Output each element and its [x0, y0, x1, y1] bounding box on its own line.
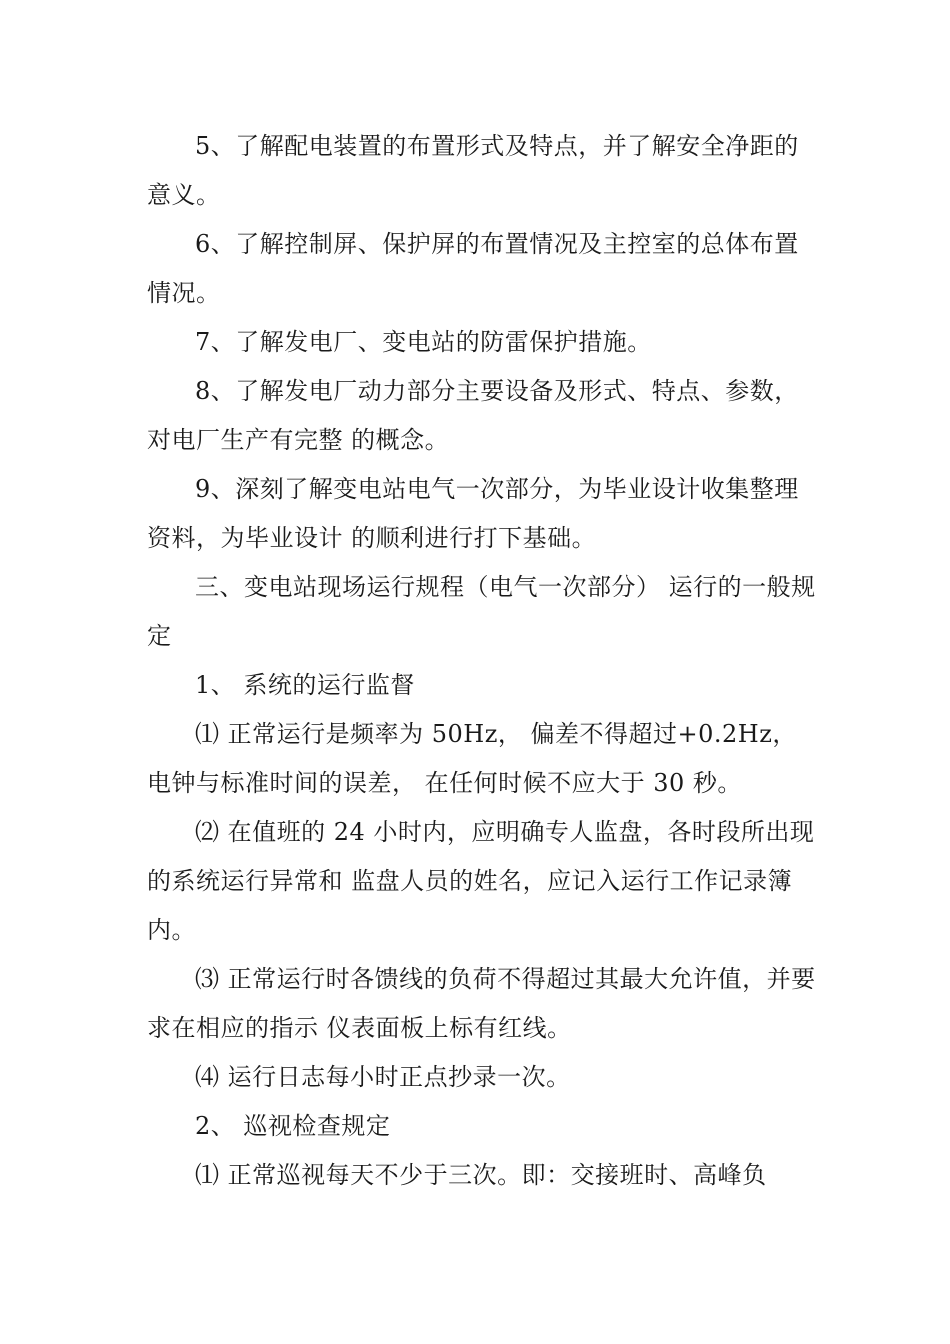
paragraph-item-9: 9、深刻了解变电站电气一次部分，为毕业设计收集整理资料，为毕业设计 的顺利进行打下基础。: [147, 475, 799, 552]
subsection-heading-1: 1、 系统的运行监督: [195, 671, 415, 699]
section-heading-three: 三、变电站现场运行规程（电气一次部分） 运行的一般规定: [147, 573, 816, 650]
paragraph-item-8: 8、了解发电厂动力部分主要设备及形式、特点、参数，对电厂生产有完整 的概念。: [147, 377, 799, 454]
document-body: [147, 122, 817, 1200]
rule-item-3: ⑶ 正常运行时各馈线的负荷不得超过其最大允许值，并要求在相应的指示 仪表面板上标有红线。: [147, 965, 816, 1042]
rule-item-4: ⑷ 运行日志每小时正点抄录一次。: [195, 1063, 571, 1091]
rule-item-1: ⑴ 正常运行是频率为 50Hz， 偏差不得超过+0.2Hz，电钟与标准时间的误差， 在任何时候不应大于 30 秒。: [147, 720, 797, 797]
rule-item-2: ⑵ 在值班的 24 小时内，应明确专人监盘，各时段所出现的系统运行异常和 监盘人员的姓名，应记入运行工作记录簿内。: [147, 818, 815, 944]
paragraph-item-6: 6、了解控制屏、保护屏的布置情况及主控室的总体布置情况。: [147, 230, 799, 307]
paragraph-item-7: 7、了解发电厂、变电站的防雷保护措施。: [195, 328, 652, 356]
subsection-heading-2: 2、 巡视检查规定: [195, 1112, 391, 1140]
paragraph-item-5: 5、了解配电装置的布置形式及特点，并了解安全净距的意义。: [147, 132, 799, 209]
inspection-item-1: ⑴ 正常巡视每天不少于三次。即：交接班时、高峰负: [195, 1161, 767, 1189]
